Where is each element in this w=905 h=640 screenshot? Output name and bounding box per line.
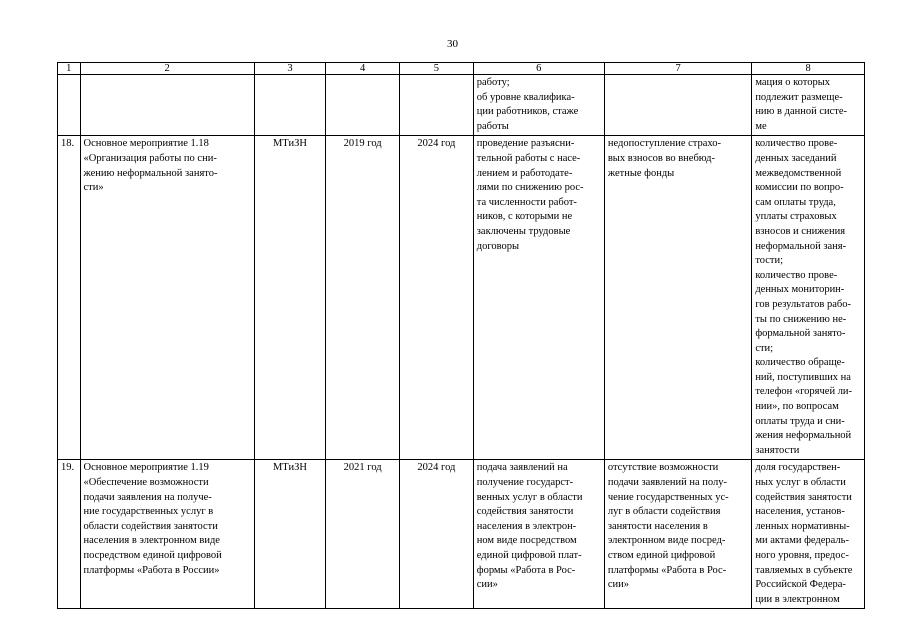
measure-name-cell <box>80 75 254 136</box>
row-number-cell <box>58 75 81 136</box>
executor-cell: МТиЗН <box>254 136 326 460</box>
column-header: 6 <box>473 63 604 75</box>
start-year-cell: 2021 год <box>326 460 400 609</box>
indicator-cell: доля государствен- ных услуг в области содействия занятости населения, установ- ленных нормативны- ми актами федераль- ного уровня, предос- тавляемых в субъекте Российской Федера- ции в электронном <box>752 460 865 609</box>
indicator-cell: мация о которых подлежит размеще- нию в данной систе- ме <box>752 75 865 136</box>
end-year-cell <box>400 75 474 136</box>
column-header: 4 <box>326 63 400 75</box>
row-number-cell: 18. <box>58 136 81 460</box>
table-row <box>58 136 865 460</box>
result-cell: подача заявлений на получение государст- венных услуг в области содействия занятости населения в электрон- ном виде посредством единой цифровой плат- формы «Работа в Рос- сии» <box>473 460 604 609</box>
end-year-cell: 2024 год <box>400 136 474 460</box>
result-cell: проведение разъясни- тельной работы с насе- лением и работодате- лями по снижению рос- та численности работ- ников, с которыми не заключены трудовые договоры <box>473 136 604 460</box>
measure-name-cell: Основное мероприятие 1.18 «Организация работы по сни- жению неформальной занято- сти» <box>80 136 254 460</box>
end-year-cell: 2024 год <box>400 460 474 609</box>
column-header: 3 <box>254 63 326 75</box>
consequence-cell: отсутствие возможности подачи заявлений на полу- чение государственных ус- луг в области содействия занятости населения в электронном виде посред- ством единой цифровой платформы «Работа в Рос- сии» <box>604 460 751 609</box>
result-cell: работу; об уровне квалифика- ции работников, стаже работы <box>473 75 604 136</box>
executor-cell <box>254 75 326 136</box>
table-row <box>58 75 865 136</box>
column-header: 7 <box>604 63 751 75</box>
indicator-cell: количество прове- денных заседаний межведомственной комиссии по вопро- сам оплаты труда, уплаты страховых взносов и снижения неформальной заня- тости; количество прове- денных мониторин- гов результатов рабо- ты по снижению не- формальной занято- сти; количество обраще- ний, поступивших на телефон «горячей ли- нии», по вопросам оплаты труда и сни- жения неформальной занятости <box>752 136 865 460</box>
column-header: 5 <box>400 63 474 75</box>
column-header: 1 <box>58 63 81 75</box>
table-header-row <box>58 63 865 75</box>
column-header: 2 <box>80 63 254 75</box>
page-number: 30 <box>447 38 458 50</box>
column-header: 8 <box>752 63 865 75</box>
consequence-cell <box>604 75 751 136</box>
measure-name-cell: Основное мероприятие 1.19 «Обеспечение возможности подачи заявления на получе- ние государственных услуг в области содействия занятости населения в электронном виде посредством единой цифровой платформы «Работа в России» <box>80 460 254 609</box>
start-year-cell: 2019 год <box>326 136 400 460</box>
table-row <box>58 460 865 609</box>
measures-table <box>57 62 865 609</box>
executor-cell: МТиЗН <box>254 460 326 609</box>
consequence-cell: недопоступление страхо- вых взносов во внебюд- жетные фонды <box>604 136 751 460</box>
start-year-cell <box>326 75 400 136</box>
row-number-cell: 19. <box>58 460 81 609</box>
